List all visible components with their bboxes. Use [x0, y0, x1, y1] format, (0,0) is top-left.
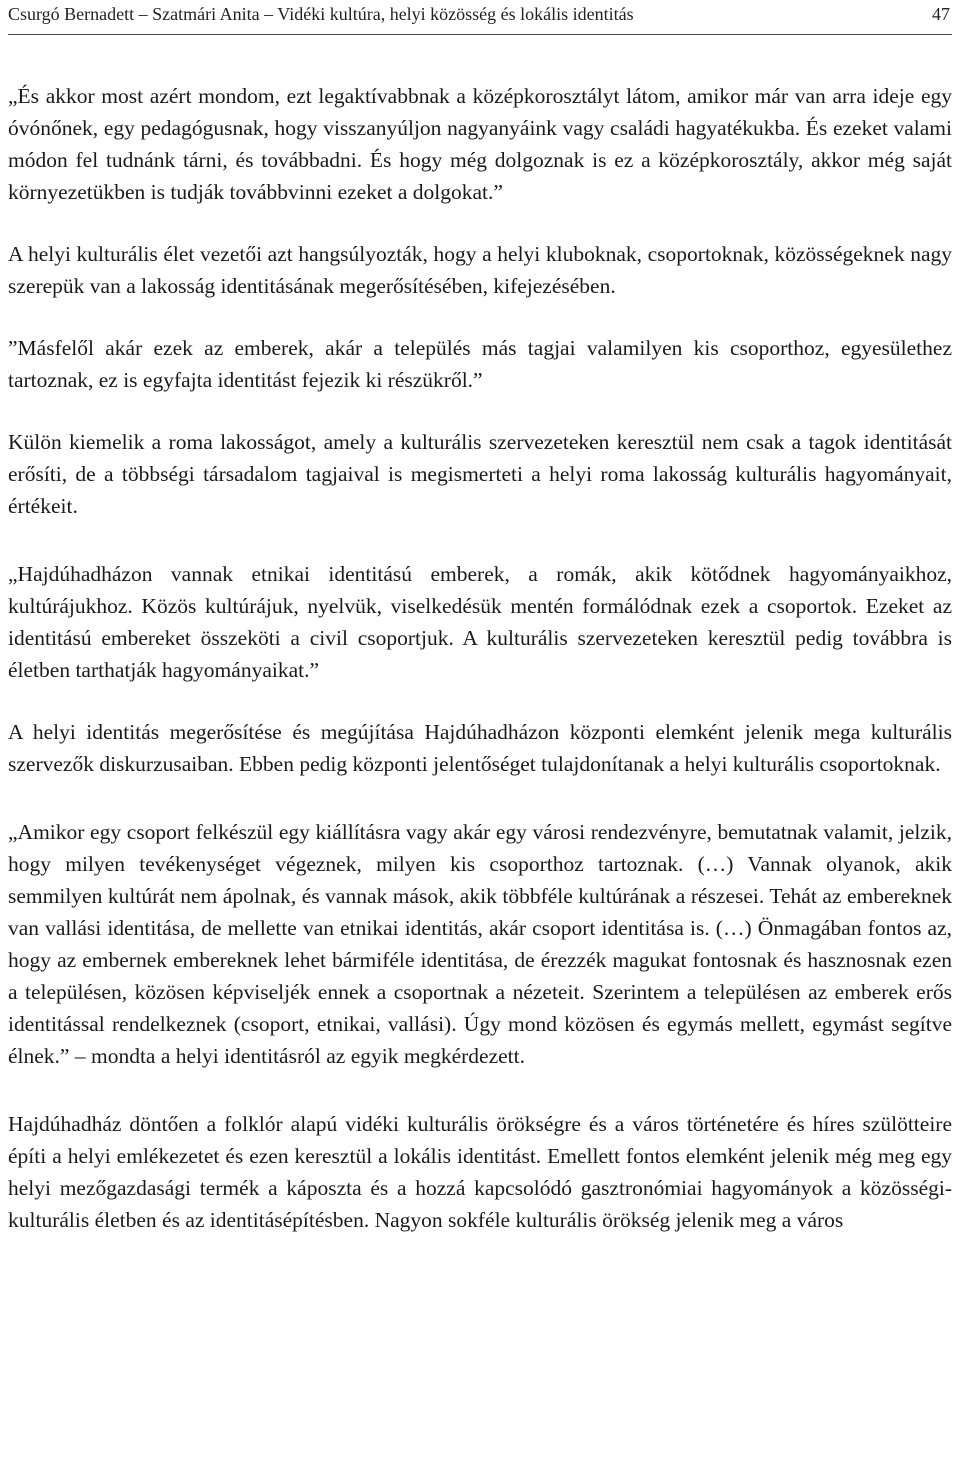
page-number: 47 — [932, 4, 950, 24]
body-paragraph-3: A helyi identitás megerősítése és megújítása Hajdúhadházon központi elemként jelenik mega kulturális szervezők diskurzusaiban. Ebben pedig központi jelentőséget tulajdonítanak a helyi kulturális csoportoknak. — [8, 720, 952, 776]
header-rule — [8, 34, 952, 35]
interview-quote-4: „Amikor egy csoport felkészül egy kiállításra vagy akár egy városi rendezvényre, bemutatnak valamit, jelzik, hogy milyen tevékenységet végeznek, milyen kis csoporthoz tartoznak. (…) Vannak olyanok, akik semmilyen kultúrát nem ápolnak, és vannak mások, akik többféle kultúrának a részesei. Tehát az embereknek van vallási identitása, de mellette van etnikai identitás, akár csoport identitása is. (…) Önmagában fontos az, hogy az embernek embereknek lehet bármiféle identitása, de érezzék magukat fontosnak és hasznosnak ezen a településen, közösen képviseljék ennek a csoportnak a nézeteit. Szerintem a településen az emberek erős identitással rendelkeznek (csoport, etnikai, vallási). Úgy mond közösen és egymás mellett, egymást segítve élnek.” – mondta a helyi identitásról az egyik megkérdezett. — [8, 820, 952, 1068]
body-paragraph-4: Hajdúhadház döntően a folklór alapú vidéki kulturális örökségre és a város történetére és híres szülötteire építi a helyi emlékezetet és ezen keresztül a lokális identitást. Emellett fontos elemként jelenik még meg egy helyi mezőgazdasági termék a káposzta és a hozzá kapcsolódó gasztronómiai hagyományok a közösségi-kulturális életben és az identitásépítésben. Nagyon sokféle kulturális örökség jelenik meg a város — [8, 1112, 952, 1232]
running-header — [8, 2, 950, 26]
interview-quote-1: „És akkor most azért mondom, ezt legaktívabbnak a középkorosztályt látom, amikor már van arra ideje egy óvónőnek, egy pedagógusnak, hogy visszanyúljon nagyanyáink vagy családi hagyatékukba. És ezeket valami módon fel tudnánk tárni, és továbbadni. És hogy még dolgoznak is ez a középkorosztály, akkor még saját környezetükben is tudják továbbvinni ezeket a dolgokat.” — [8, 84, 952, 204]
document-body — [8, 80, 952, 1236]
interview-quote-2: ”Másfelől akár ezek az emberek, akár a település más tagjai valamilyen kis csoporthoz, egyesülethez tartoznak, ez is egyfajta identitást fejezik ki részükről.” — [8, 336, 952, 392]
body-paragraph-2: Külön kiemelik a roma lakosságot, amely a kulturális szervezeteken keresztül nem csak a tagok identitását erősíti, de a többségi társadalom tagjaival is megismerteti a helyi roma lakosság kulturális hagyományait, értékeit. — [8, 430, 952, 518]
body-paragraph-1: A helyi kulturális élet vezetői azt hangsúlyozták, hogy a helyi kluboknak, csoportoknak, közösségeknek nagy szerepük van a lakosság identitásának megerősítésében, kifejezésében. — [8, 242, 952, 298]
running-title: Csurgó Bernadett – Szatmári Anita – Vidéki kultúra, helyi közösség és lokális identitás — [8, 4, 634, 24]
interview-quote-3: „Hajdúhadházon vannak etnikai identitású emberek, a romák, akik kötődnek hagyományaikhoz, kultúrájukhoz. Közös kultúrájuk, nyelvük, viselkedésük mentén formálódnak ezek a csoportok. Ezeket az identitású embereket összeköti a civil csoportjuk. A kulturális szervezeteken keresztül pedig továbbra is életben tarthatják hagyományaikat.” — [8, 562, 952, 682]
